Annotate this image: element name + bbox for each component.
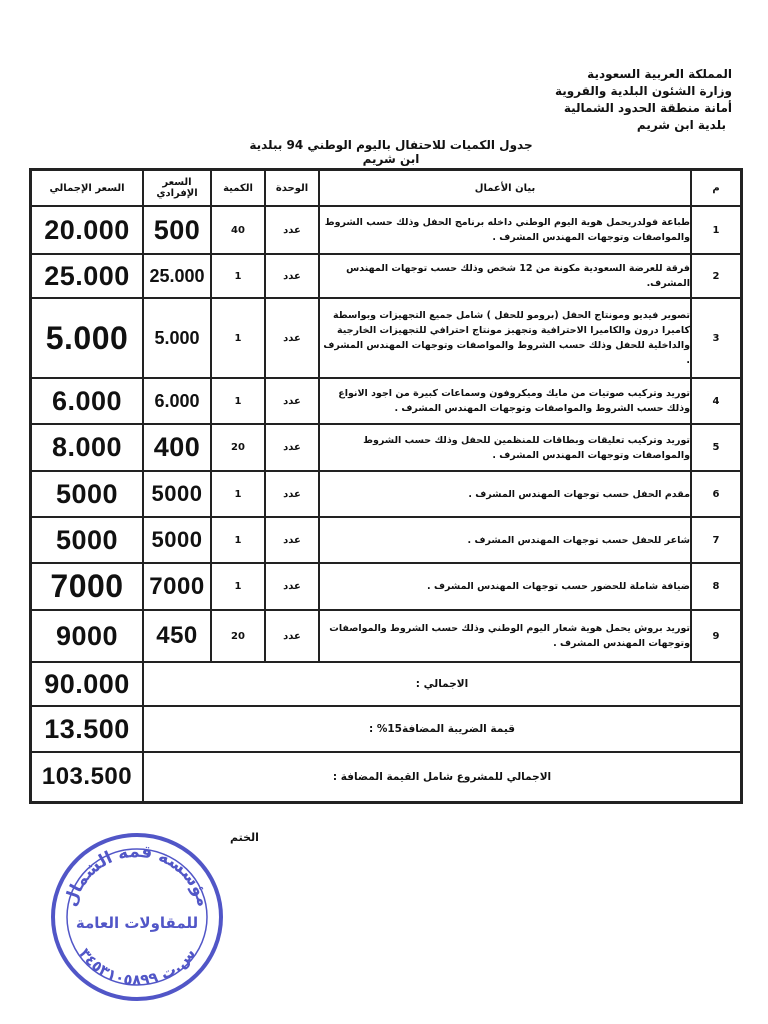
row-unit-price: 450: [143, 610, 211, 662]
header-item-number: م: [691, 170, 741, 206]
grand-total-label: الاجمالي للمشروع شامل القيمة المضافة :: [143, 752, 741, 802]
row-quantity: 1: [211, 254, 265, 298]
row-number: 2: [691, 254, 741, 298]
document-title: جدول الكميات للاحتفال باليوم الوطني 94 ببلدية ابن شريم: [249, 138, 533, 166]
row-unit-price: 6.000: [143, 378, 211, 424]
row-number: 8: [691, 563, 741, 610]
row-unit-price: 7000: [143, 563, 211, 610]
table-row: [31, 378, 741, 424]
row-number: 3: [691, 298, 741, 378]
row-description: توريد بروش يحمل هوية شعار اليوم الوطني وذلك حسب الشروط والمواصفات وتوجهات المهندس المشرف .: [319, 610, 691, 662]
vat-value: 13.500: [31, 706, 143, 752]
table-row: [31, 206, 741, 254]
table-row: [31, 610, 741, 662]
header-total-price: السعر الإجمالي: [31, 170, 143, 206]
row-total: 5000: [31, 471, 143, 517]
table-row: [31, 298, 741, 378]
table-row: [31, 424, 741, 471]
row-unit: عدد: [265, 378, 319, 424]
row-total: 6.000: [31, 378, 143, 424]
header-unit: الوحدة: [265, 170, 319, 206]
row-unit-price: 400: [143, 424, 211, 471]
row-unit: عدد: [265, 424, 319, 471]
row-description: تصوير فيديو ومونتاج الحفل (برومو للحفل ) شامل جميع التجهيزات وبواسطة كاميرا درون والكاميرا الاحترافية وتجهيز مونتاج احترافي للتجهيزات الخارجية والداخلية للحفل وذلك حسب الشروط والمواصفات وتوجهات المهندس المشرف .: [319, 298, 691, 378]
row-description: طباعة فولدريحمل هوية اليوم الوطني داخله برنامج الحفل وذلك حسب الشروط والمواصفات وتوجهات المهندس المشرف .: [319, 206, 691, 254]
summary-row-subtotal: [31, 662, 741, 706]
header-description: بيان الأعمال: [319, 170, 691, 206]
row-description: توريد وتركيب تعليقات وبطاقات للمنظمين للحفل وذلك حسب الشروط والمواصفات وتوجهات المهندس المشرف .: [319, 424, 691, 471]
table-header-row: [31, 170, 741, 206]
summary-row-grand-total: [31, 752, 741, 802]
letterhead-ministry: وزارة الشئون البلدية والقروية: [554, 84, 732, 98]
stamp-top-text: مؤسسة قمة الشمال: [60, 841, 214, 909]
row-number: 4: [691, 378, 741, 424]
row-quantity: 1: [211, 517, 265, 563]
row-unit: عدد: [265, 471, 319, 517]
row-unit-price: 5000: [143, 471, 211, 517]
header-quantity: الكمية: [211, 170, 265, 206]
row-unit: عدد: [265, 563, 319, 610]
table-row: [31, 471, 741, 517]
row-total: 8.000: [31, 424, 143, 471]
row-quantity: 20: [211, 610, 265, 662]
row-number: 1: [691, 206, 741, 254]
table-row: [31, 517, 741, 563]
row-total: 5.000: [31, 298, 143, 378]
row-quantity: 1: [211, 378, 265, 424]
table-row: [31, 563, 741, 610]
row-total: 7000: [31, 563, 143, 610]
row-unit-price: 5.000: [143, 298, 211, 378]
row-unit: عدد: [265, 206, 319, 254]
row-description: فرقة للعرضة السعودية مكونة من 12 شخص وذلك حسب توجهات المهندس المشرف.: [319, 254, 691, 298]
letterhead-secretariat: أمانة منطقة الحدود الشمالية: [563, 101, 732, 115]
table-row: [31, 254, 741, 298]
bill-of-quantities-table: [29, 168, 743, 804]
header-unit-price: السعر الإفرادي: [143, 170, 211, 206]
row-quantity: 1: [211, 563, 265, 610]
row-unit: عدد: [265, 610, 319, 662]
company-stamp: [48, 828, 226, 1006]
seal-label: الختم: [230, 831, 259, 844]
subtotal-value: 90.000: [31, 662, 143, 706]
vat-label: قيمة الضريبة المضافة15% :: [143, 706, 741, 752]
row-quantity: 20: [211, 424, 265, 471]
row-unit-price: 500: [143, 206, 211, 254]
row-number: 7: [691, 517, 741, 563]
row-description: شاعر للحفل حسب توجهات المهندس المشرف .: [319, 517, 691, 563]
row-description: توريد وتركيب صوتيات من مايك وميكروفون وسماعات كبيرة من اجود الانواع وذلك حسب الشروط والمواصفات وتوجهات المهندس المشرف .: [319, 378, 691, 424]
subtotal-label: الاجمالي :: [143, 662, 741, 706]
row-number: 9: [691, 610, 741, 662]
row-quantity: 1: [211, 471, 265, 517]
row-unit-price: 5000: [143, 517, 211, 563]
row-total: 5000: [31, 517, 143, 563]
letterhead-municipality: بلدية ابن شريم: [636, 118, 726, 132]
stamp-bottom-text: س.ت ٣٤٥٣١٠٥٨٩٩: [75, 944, 199, 990]
stamp-middle-text: للمقاولات العامة: [75, 914, 199, 932]
row-unit: عدد: [265, 254, 319, 298]
row-total: 25.000: [31, 254, 143, 298]
row-total: 9000: [31, 610, 143, 662]
grand-total-value: 103.500: [31, 752, 143, 802]
letterhead: [432, 66, 732, 134]
letterhead-country: المملكة العربية السعودية: [587, 67, 732, 81]
row-quantity: 40: [211, 206, 265, 254]
row-description: ضيافة شاملة للحضور حسب توجهات المهندس المشرف .: [319, 563, 691, 610]
row-total: 20.000: [31, 206, 143, 254]
row-unit: عدد: [265, 298, 319, 378]
row-number: 6: [691, 471, 741, 517]
row-unit-price: 25.000: [143, 254, 211, 298]
row-quantity: 1: [211, 298, 265, 378]
row-number: 5: [691, 424, 741, 471]
row-description: مقدم الحفل حسب توجهات المهندس المشرف .: [319, 471, 691, 517]
summary-row-vat: [31, 706, 741, 752]
row-unit: عدد: [265, 517, 319, 563]
